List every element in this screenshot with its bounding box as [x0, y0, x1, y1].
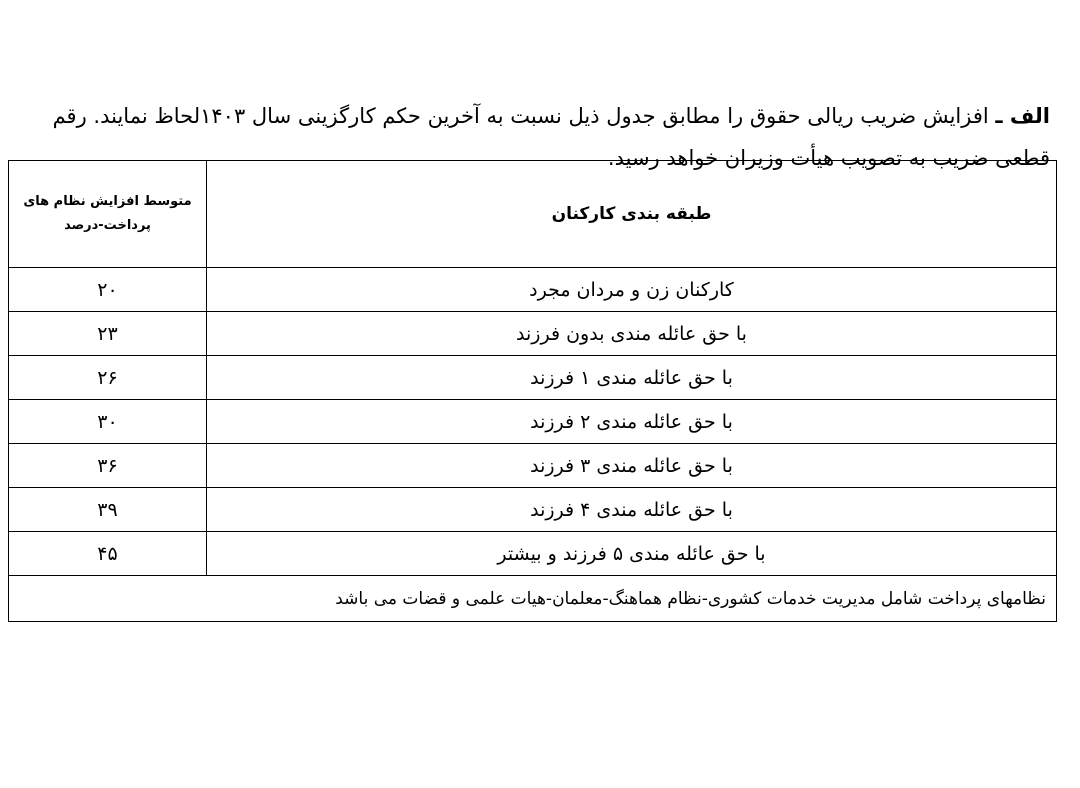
percent-cell: ۳۶ — [9, 444, 207, 488]
table-footnote: نظامهای پرداخت شامل مدیریت خدمات کشوری-نظام هماهنگ-معلمان-هیات علمی و قضات می باشد — [9, 576, 1057, 622]
salary-increase-table — [8, 160, 1057, 622]
percent-cell: ۲۶ — [9, 356, 207, 400]
table-row — [9, 532, 1057, 576]
percent-cell: ۳۰ — [9, 400, 207, 444]
percent-cell: ۴۵ — [9, 532, 207, 576]
intro-text: افزایش ضریب ریالی حقوق را مطابق جدول ذیل نسبت به آخرین حکم کارگزینی سال ۱۴۰۳لحاظ نمایند. رقم قطعی ضریب به تصویب هیأت وزیران خواهد رسید. — [52, 104, 1050, 170]
table-row — [9, 444, 1057, 488]
percent-cell: ۲۳ — [9, 312, 207, 356]
category-cell: با حق عائله مندی ۲ فرزند — [207, 400, 1057, 444]
table-header-row — [9, 161, 1057, 268]
table-row — [9, 400, 1057, 444]
table-row — [9, 356, 1057, 400]
category-cell: با حق عائله مندی ۱ فرزند — [207, 356, 1057, 400]
section-label: الف ـ — [995, 104, 1050, 128]
category-cell: با حق عائله مندی بدون فرزند — [207, 312, 1057, 356]
table-row — [9, 488, 1057, 532]
category-cell: با حق عائله مندی ۳ فرزند — [207, 444, 1057, 488]
header-average-increase — [9, 161, 207, 268]
table-row — [9, 312, 1057, 356]
header-staff-classification: طبقه بندی کارکنان — [207, 161, 1057, 268]
percent-cell: ۳۹ — [9, 488, 207, 532]
table-footnote-row — [9, 576, 1057, 622]
header-average-increase-line1: متوسط افزایش نظام های — [23, 194, 192, 209]
table-row — [9, 268, 1057, 312]
percent-cell: ۲۰ — [9, 268, 207, 312]
category-cell: با حق عائله مندی ۴ فرزند — [207, 488, 1057, 532]
category-cell: با حق عائله مندی ۵ فرزند و بیشتر — [207, 532, 1057, 576]
category-cell: کارکنان زن و مردان مجرد — [207, 268, 1057, 312]
header-average-increase-line2: پرداخت-درصد — [64, 218, 151, 233]
